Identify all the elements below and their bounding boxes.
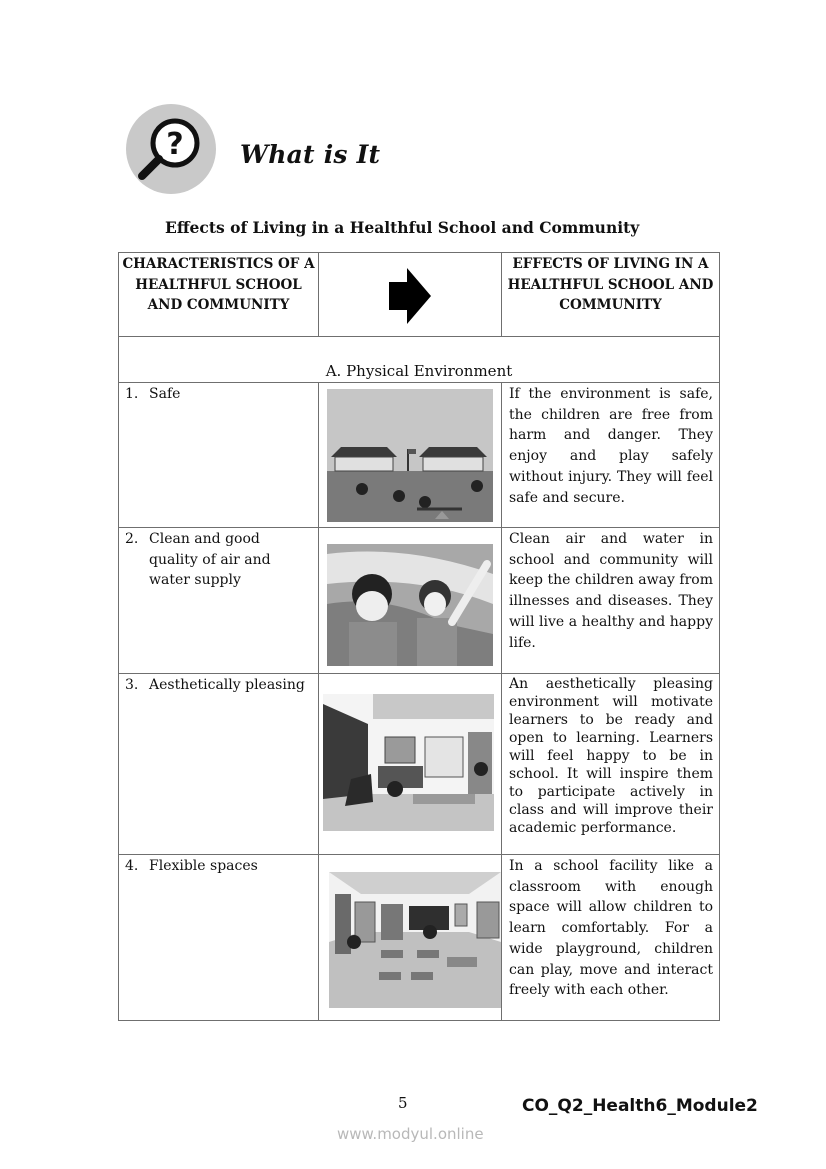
table-header-row: [119, 253, 720, 337]
spacious-classroom-illustration: [329, 872, 501, 1008]
decorated-classroom-illustration: [323, 694, 494, 831]
item-number: 2.: [125, 531, 139, 547]
children-playing-in-schoolyard-illustration: [327, 389, 493, 522]
item-number: 3.: [125, 677, 139, 693]
characteristic-cell: [119, 674, 319, 855]
characteristic-label: Safe: [149, 386, 181, 402]
header-effects: EFFECTS OF LIVING IN A HEALTHFUL SCHOOL AND COMMUNITY: [502, 253, 720, 337]
table-row: [119, 674, 720, 855]
effect-cell: If the environment is safe, the children are free from harm and danger. They enjoy and play safely without injury. They will feel safe and secure.: [502, 383, 720, 528]
illustration-cell: [319, 674, 502, 855]
illustration-cell: [319, 855, 502, 1021]
characteristic-cell: [119, 528, 319, 674]
watermark: www.modyul.online: [337, 1125, 484, 1143]
table-title: Effects of Living in a Healthful School and Community: [165, 218, 640, 237]
magnifier-question-icon: [126, 104, 216, 194]
illustration-cell: [319, 528, 502, 674]
svg-text:?: ?: [166, 127, 184, 162]
item-number: 1.: [125, 386, 139, 402]
item-number: 4.: [125, 858, 139, 874]
effects-table: [118, 252, 720, 1021]
illustration-cell: [319, 383, 502, 528]
right-arrow-icon: [389, 268, 431, 324]
characteristic-cell: [119, 383, 319, 528]
section-heading-row: [119, 337, 720, 383]
table-row: [119, 528, 720, 674]
characteristic-label: Aesthetically pleasing: [149, 677, 305, 693]
page-number: 5: [398, 1094, 408, 1112]
characteristic-label: Flexible spaces: [149, 858, 258, 874]
characteristic-label: Clean and good quality of air and water supply: [149, 531, 271, 589]
characteristic-cell: [119, 855, 319, 1021]
section-heading: A. Physical Environment: [119, 337, 720, 383]
effect-cell: Clean air and water in school and community will keep the children away from illnesses and diseases. They will live a healthy and happy life.: [502, 528, 720, 674]
section-title: What is It: [240, 140, 381, 169]
table-row: [119, 383, 720, 528]
module-code: CO_Q2_Health6_Module2: [522, 1096, 758, 1116]
table-row: [119, 855, 720, 1021]
effect-cell: An aesthetically pleasing environment will motivate learners to be ready and open to learning. Learners will feel happy to be in school. It will inspire them to participate actively in class and will improve their academic performance.: [502, 674, 720, 855]
effect-cell: In a school facility like a classroom with enough space will allow children to learn comfortably. For a wide playground, children can play, move and interact freely with each other.: [502, 855, 720, 1021]
header-arrow-cell: [319, 253, 502, 337]
header-characteristics: CHARACTERISTICS OF A HEALTHFUL SCHOOL AND COMMUNITY: [119, 253, 319, 337]
children-drinking-water-illustration: [327, 544, 493, 666]
